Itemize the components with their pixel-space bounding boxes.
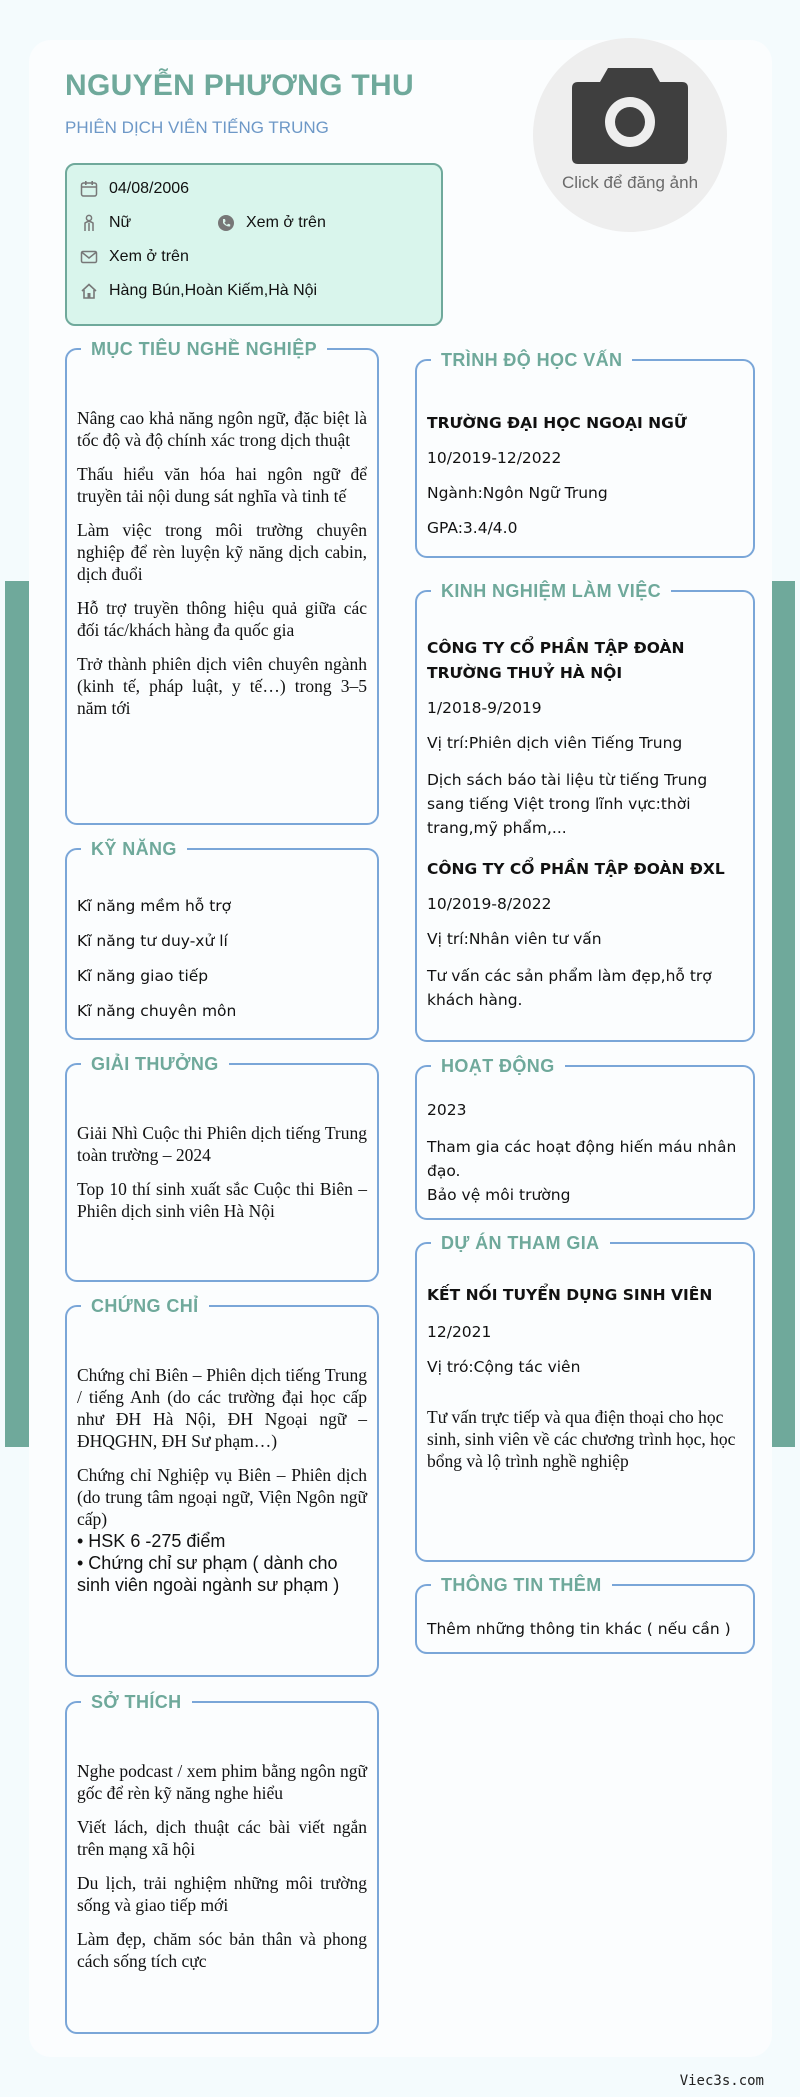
home-icon — [79, 281, 99, 301]
hobby-item: Làm đẹp, chăm sóc bản thân và phong cách sống tích cực — [77, 1929, 367, 1971]
certificate-item: Chứng chỉ Nghiệp vụ Biên – Phiên dịch (do trung tâm ngoại ngữ, Viện Ngôn ngữ cấp) — [77, 1465, 367, 1529]
job-period: 10/2019-8/2022 — [427, 895, 552, 913]
activities-body — [427, 1100, 743, 1207]
certificates-title: CHỨNG CHỈ — [81, 1295, 209, 1317]
hobby-item: Viết lách, dịch thuật các bài viết ngắn trên mạng xã hội — [77, 1817, 367, 1859]
education-period: 10/2019-12/2022 — [427, 449, 562, 467]
career-goal-item: Nâng cao khả năng ngôn ngữ, đặc biệt là tốc độ và độ chính xác trong dịch thuật — [77, 408, 367, 450]
birthday-row — [79, 179, 189, 199]
job-company: CÔNG TY CỔ PHẦN TẬP ĐOÀN TRƯỜNG THUỶ HÀ NỘI — [427, 639, 685, 682]
career-goal-title: MỤC TIÊU NGHỀ NGHIỆP — [81, 338, 327, 360]
job-title: PHIÊN DỊCH VIÊN TIẾNG TRUNG — [65, 118, 329, 137]
skills-section — [65, 839, 379, 1040]
awards-body — [77, 1122, 367, 1234]
job-description: Dịch sách báo tài liệu từ tiếng Trung sang tiếng Việt trong lĩnh vực:thời trang,mỹ phẩm,... — [427, 771, 708, 837]
certificate-bullet: • Chứng chỉ sư phạm ( dành cho sinh viên ngoài ngành sư phạm ) — [77, 1553, 340, 1595]
skills-title: KỸ NĂNG — [81, 838, 187, 860]
awards-title: GIẢI THƯỞNG — [81, 1053, 229, 1075]
activity-description: Tham gia các hoạt động hiến máu nhân đạo. — [427, 1138, 737, 1180]
career-goal-body — [77, 407, 367, 731]
education-major: Ngành:Ngôn Ngữ Trung — [427, 484, 608, 502]
phone-row — [216, 213, 326, 233]
job-position: Vị trí:Phiên dịch viên Tiếng Trung — [427, 734, 683, 752]
hobbies-section — [65, 1692, 379, 2034]
career-goal-section — [65, 339, 379, 825]
job-position: Vị trí:Nhân viên tư vấn — [427, 930, 602, 948]
education-body — [427, 411, 743, 553]
avatar-upload[interactable] — [533, 38, 727, 232]
contact-box — [65, 163, 443, 326]
job-description: Tư vấn các sản phẩm làm đẹp,hỗ trợ khách hàng. — [427, 967, 712, 1009]
project-description: Tư vấn trực tiếp và qua điện thoại cho học sinh, sinh viên về các chương trình học, học bổng và lộ trình nghề nghiệp — [427, 1407, 736, 1471]
hobbies-title: SỞ THÍCH — [81, 1691, 192, 1713]
candidate-name: NGUYỄN PHƯƠNG THU — [65, 69, 414, 102]
job-period: 1/2018-9/2019 — [427, 699, 542, 717]
gender-value: Nữ — [109, 214, 132, 231]
hobby-item: Du lịch, trải nghiệm những môi trường sống và giao tiếp mới — [77, 1873, 367, 1915]
phone-value: Xem ở trên — [246, 214, 326, 231]
certificates-section — [65, 1296, 379, 1677]
experience-body — [427, 636, 743, 1012]
activities-title: HOẠT ĐỘNG — [431, 1055, 565, 1077]
career-goal-item: Thấu hiểu văn hóa hai ngôn ngữ để truyền tải nội dung sát nghĩa và tinh tế — [77, 464, 367, 506]
skills-body — [77, 894, 367, 1023]
education-section — [415, 350, 755, 558]
skill-item: Kĩ năng giao tiếp — [77, 967, 209, 985]
camera-icon — [570, 62, 690, 166]
more-info-title: THÔNG TIN THÊM — [431, 1574, 612, 1596]
award-item: Top 10 thí sinh xuất sắc Cuộc thi Biên – Phiên dịch sinh viên Hà Nội — [77, 1179, 367, 1221]
project-name: KẾT NỐI TUYỂN DỤNG SINH VIÊN — [427, 1286, 713, 1304]
footer-brand: Viec3s.com — [679, 2073, 764, 2089]
phone-icon — [216, 213, 236, 233]
hobbies-body — [77, 1760, 367, 1984]
career-goal-item: Trở thành phiên dịch viên chuyên ngành (kinh tế, pháp luật, y tế…) trong 3–5 năm tới — [77, 654, 367, 718]
address-value: Hàng Bún,Hoàn Kiếm,Hà Nội — [109, 282, 318, 299]
gender-row — [79, 213, 131, 233]
email-value: Xem ở trên — [109, 248, 189, 265]
education-gpa: GPA:3.4/4.0 — [427, 519, 518, 537]
projects-title: DỰ ÁN THAM GIA — [431, 1232, 610, 1254]
skill-item: Kĩ năng mềm hỗ trợ — [77, 897, 232, 915]
career-goal-item: Hỗ trợ truyền thông hiệu quả giữa các đối tác/khách hàng đa quốc gia — [77, 598, 367, 640]
hobby-item: Nghe podcast / xem phim bằng ngôn ngữ gốc để rèn kỹ năng nghe hiểu — [77, 1761, 367, 1803]
award-item: Giải Nhì Cuộc thi Phiên dịch tiếng Trung toàn trường – 2024 — [77, 1123, 367, 1165]
birthday-value: 04/08/2006 — [109, 180, 190, 197]
awards-section — [65, 1054, 379, 1282]
certificate-bullet: • HSK 6 -275 điểm — [77, 1531, 226, 1551]
experience-title: KINH NGHIỆM LÀM VIỆC — [431, 580, 671, 602]
projects-section — [415, 1233, 755, 1562]
activity-year: 2023 — [427, 1101, 467, 1119]
email-row — [79, 247, 189, 267]
gender-icon — [79, 213, 99, 233]
job-company: CÔNG TY CỔ PHẦN TẬP ĐOÀN ĐXL — [427, 860, 725, 878]
right-decor-band — [771, 581, 795, 1447]
project-role: Vị tró:Cộng tác viên — [427, 1358, 581, 1376]
more-info-body — [427, 1617, 743, 1641]
certificates-body — [77, 1364, 367, 1596]
skill-item: Kĩ năng tư duy-xử lí — [77, 932, 228, 950]
certificate-item: Chứng chỉ Biên – Phiên dịch tiếng Trung / tiếng Anh (do các trường đại học cấp như ĐH Hà Nội, ĐH Ngoại ngữ – ĐHQGHN, ĐH Sư phạm…) — [77, 1365, 367, 1451]
avatar-upload-label: Click để đăng ảnh — [561, 173, 699, 192]
project-period: 12/2021 — [427, 1323, 492, 1341]
email-icon — [79, 247, 99, 267]
calendar-icon — [79, 179, 99, 199]
experience-section — [415, 581, 755, 1042]
activity-description: Bảo vệ môi trường — [427, 1186, 571, 1204]
activities-section — [415, 1056, 755, 1220]
address-row — [79, 281, 317, 301]
more-info-text: Thêm những thông tin khác ( nếu cần ) — [427, 1620, 731, 1638]
projects-body — [427, 1283, 743, 1484]
career-goal-item: Làm việc trong môi trường chuyên nghiệp để rèn luyện kỹ năng dịch cabin, dịch đuổi — [77, 520, 367, 584]
education-title: TRÌNH ĐỘ HỌC VẤN — [431, 349, 632, 371]
left-decor-band — [5, 581, 29, 1447]
more-info-section — [415, 1575, 755, 1654]
school-name: TRƯỜNG ĐẠI HỌC NGOẠI NGỮ — [427, 414, 687, 432]
skill-item: Kĩ năng chuyên môn — [77, 1002, 237, 1020]
